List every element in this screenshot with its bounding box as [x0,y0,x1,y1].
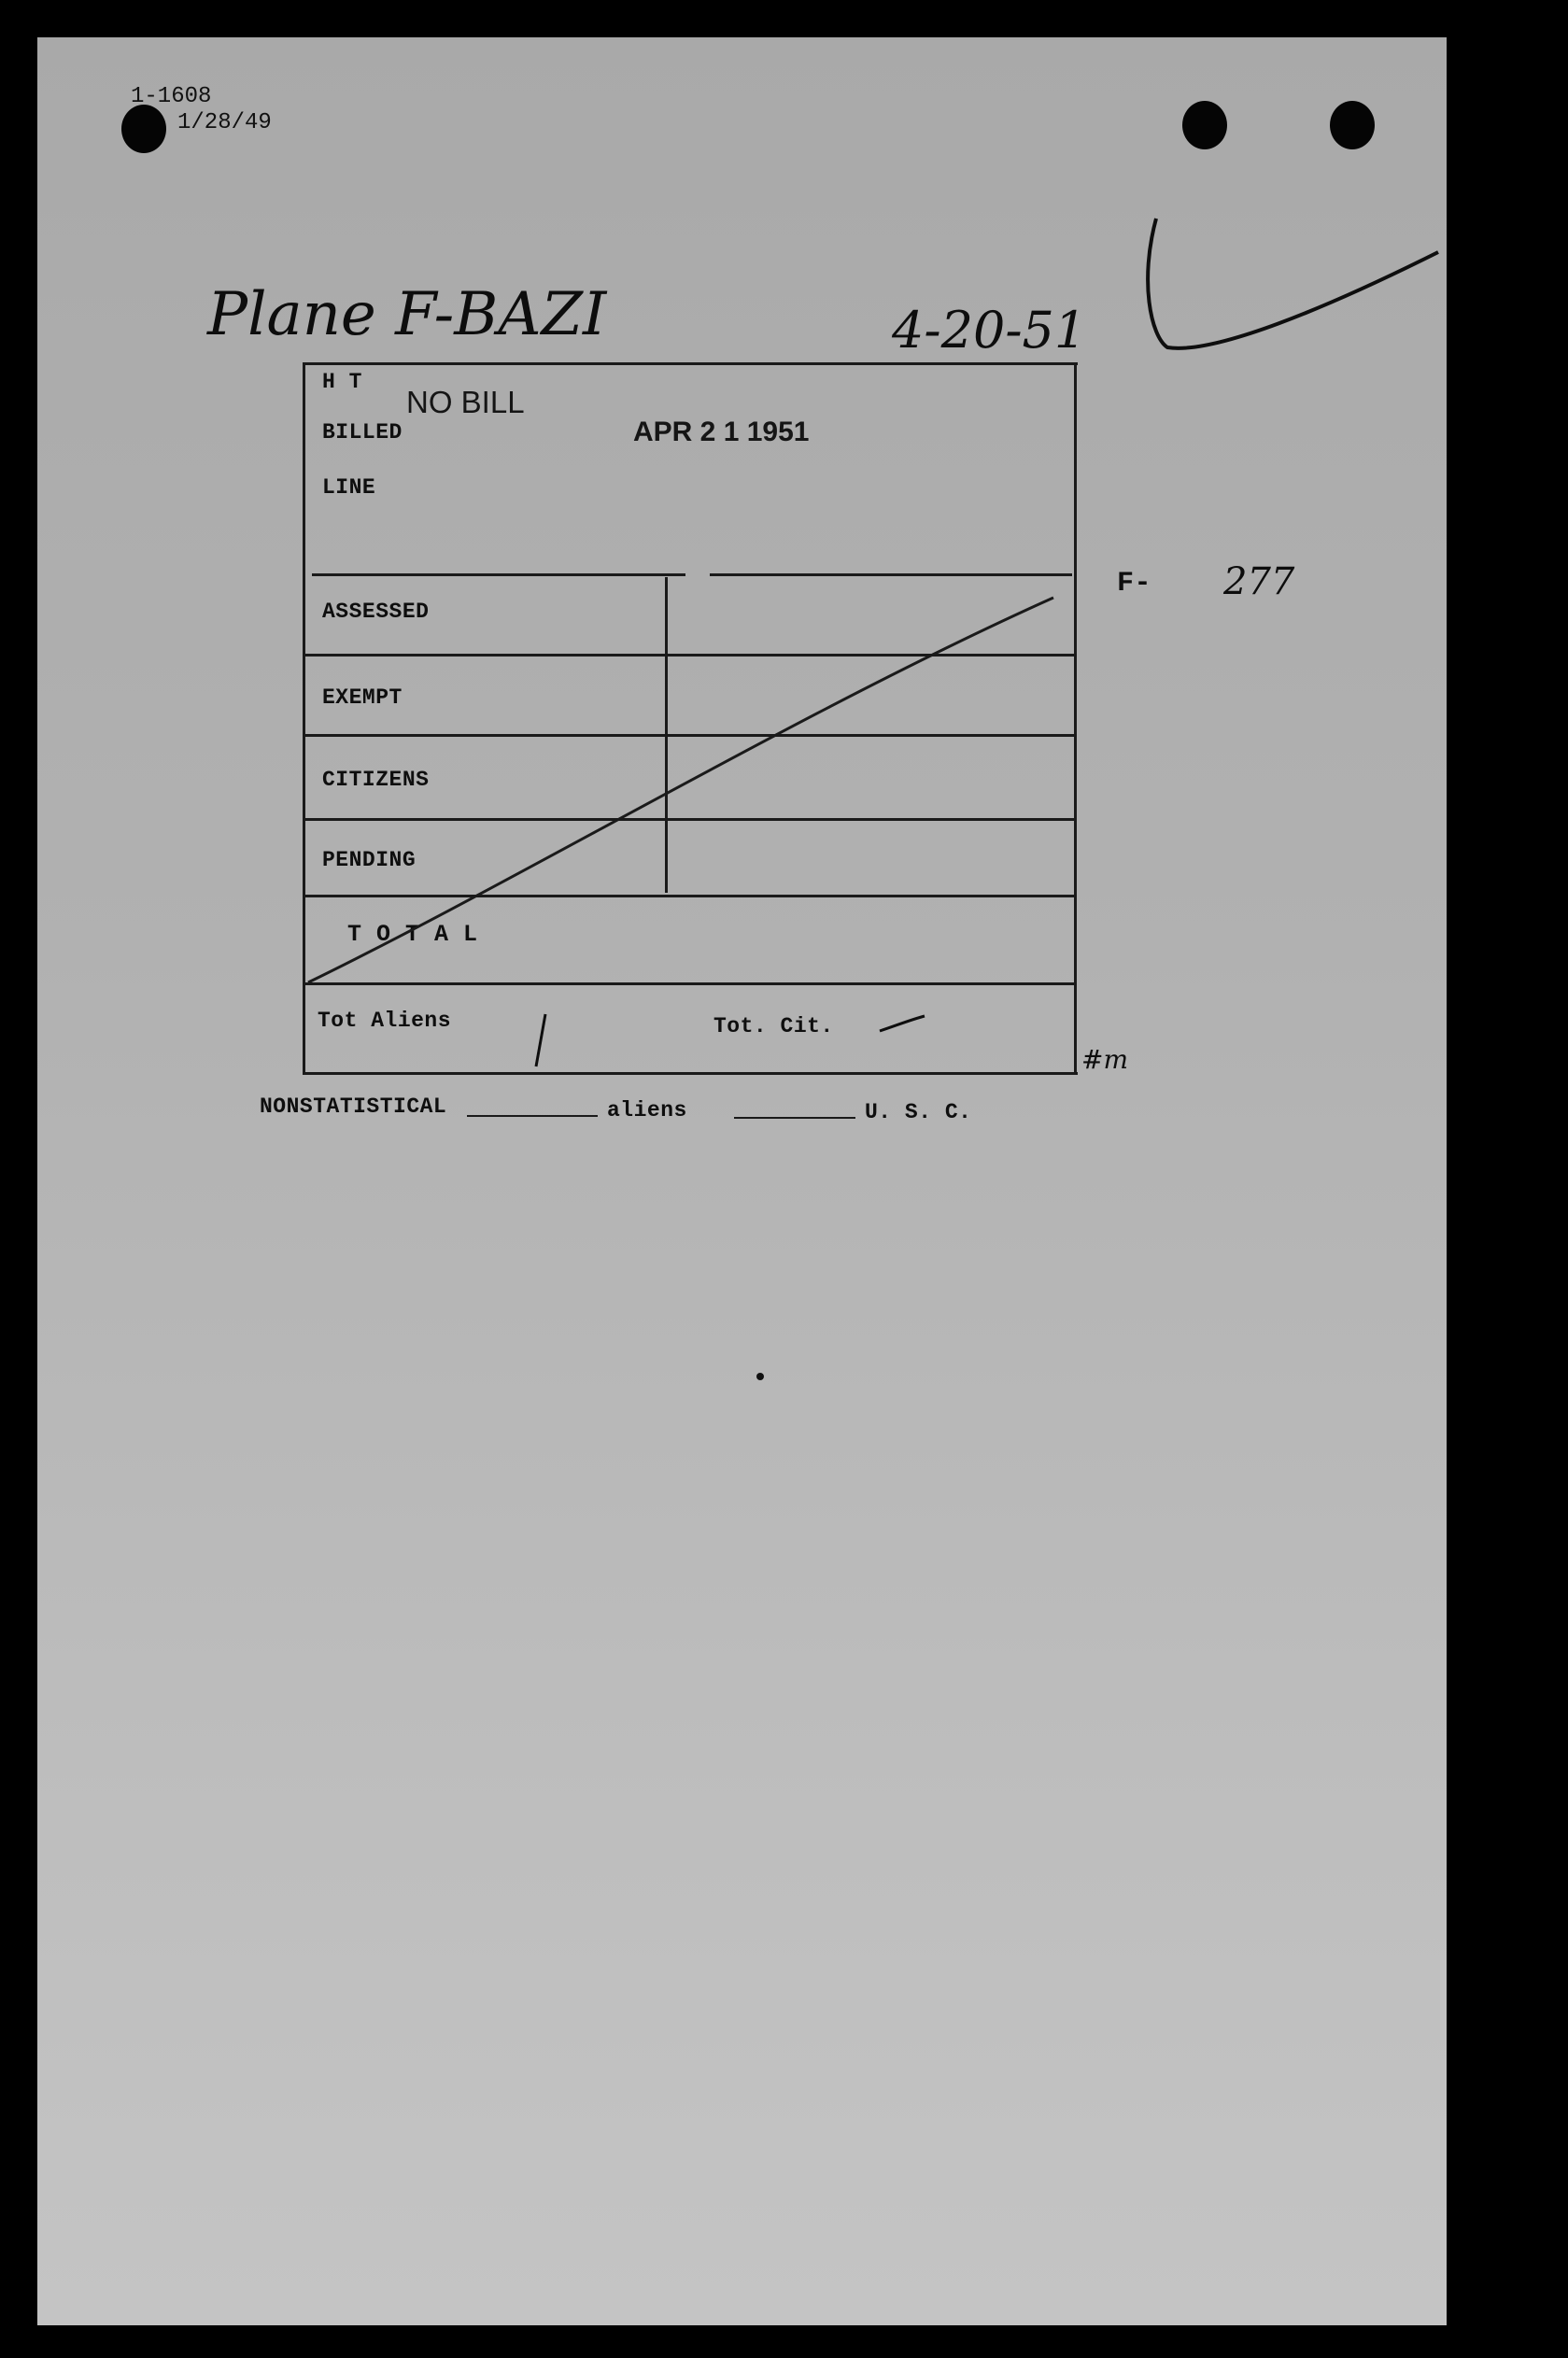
tot-cit-check [880,1016,925,1031]
handwritten-date: 4-20-51 [892,301,1087,360]
total-label: T O T A L [347,921,478,948]
line-label: LINE [322,475,376,500]
usc-label: U. S. C. [865,1100,972,1124]
form-date: 1/28/49 [177,110,272,135]
no-bill-stamp: NO BILL [406,385,525,419]
tot-cit-label: Tot. Cit. [713,1014,834,1038]
citizens-label: CITIZENS [322,768,430,792]
top-mark: H T [322,370,362,394]
received-date-stamp: APR 2 1 1951 [633,417,810,447]
billed-label: BILLED [322,420,403,445]
nonstatistical-label: NONSTATISTICAL [260,1094,447,1119]
aliens-label: aliens [607,1098,687,1123]
exempt-label: EXEMPT [322,685,403,710]
f-prefix: F- [1117,568,1152,600]
tot-aliens-label: Tot Aliens [318,1009,452,1033]
check-mark [1148,219,1438,348]
initials: #m [1081,1044,1129,1075]
pending-label: PENDING [322,848,417,872]
file-number: 277 [1223,560,1295,603]
diagonal-cancel-stroke [308,598,1053,982]
plane-identifier: Plane F-BAZI [207,280,607,349]
ink-dot [756,1373,764,1380]
form-number: 1-1608 [131,84,212,109]
assessed-label: ASSESSED [322,600,430,624]
tot-aliens-tick [536,1014,545,1066]
